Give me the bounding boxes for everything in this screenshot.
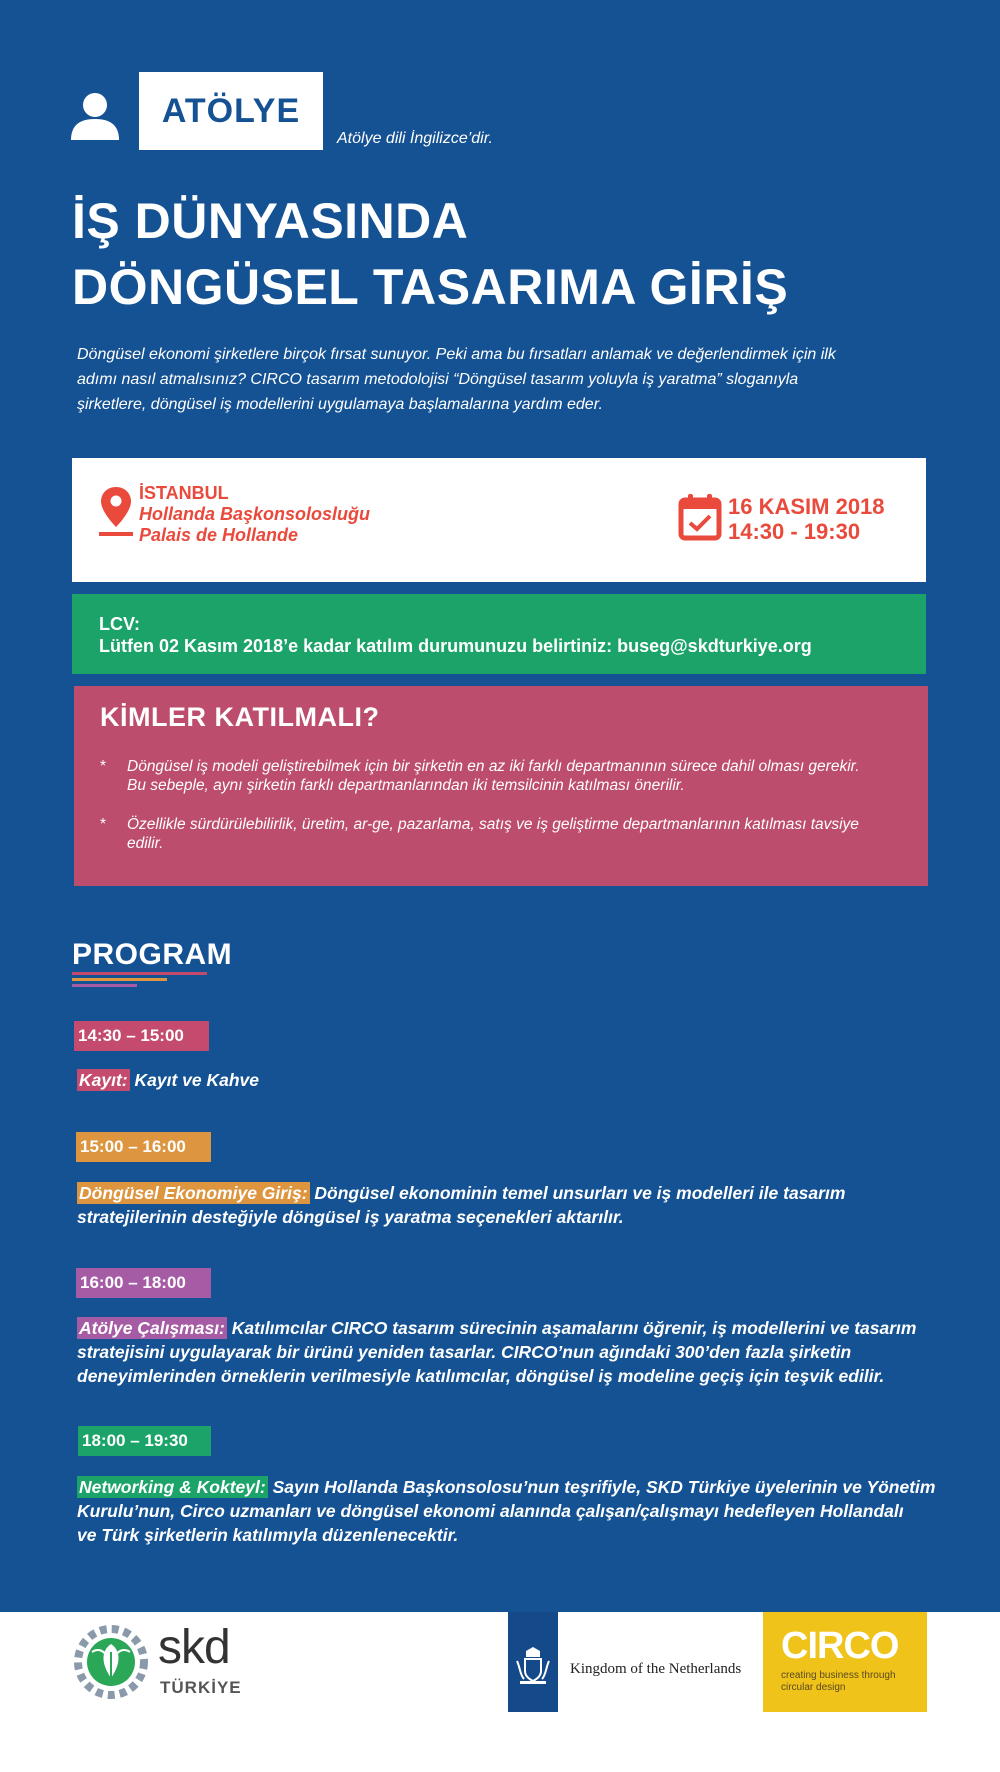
skd-logo-text: skd [158,1621,230,1674]
circo-tagline-line: circular design [781,1682,846,1693]
intro-line: adımı nasıl atmalısınız? CIRCO tasarım metodolojisi “Döngüsel tasarım yoluyla iş yaratma” sloganıyla [77,371,799,388]
bullet-star: * [100,816,107,833]
session-description [77,1316,977,1388]
location-building: Palais de Hollande [139,525,299,545]
session-time: 15:00 – 16:00 [76,1132,211,1162]
who-should-attend-title: KİMLER KATILMALI? [100,702,380,732]
bullet-line: Özellikle sürdürülebilirlik, üretim, ar-ge, pazarlama, satış ve iş geliştirme departmanlarının katılması tavsiye [127,816,859,833]
calendar-check-icon [678,493,722,541]
session-label: Kayıt: [79,1070,128,1090]
event-datetime [728,494,885,544]
rsvp-label: LCV: [99,614,141,634]
session-description [77,1068,977,1092]
session-text: Kurulu’nun, Circo uzmanları ve döngüsel ekonomi alanında çalışan/çalışmayı hedefleyen Hollandalı [77,1501,904,1521]
rsvp-card [72,594,926,674]
circo-logo-text: CIRCO [781,1625,899,1667]
event-location [139,483,370,546]
title-line-2: DÖNGÜSEL TASARIMA GİRİŞ [72,259,789,315]
session-time: 18:00 – 19:30 [78,1426,211,1456]
session-text: Döngüsel ekonominin temel unsurları ve iş modelleri ile tasarım [309,1183,846,1203]
program-title: PROGRAM [72,938,233,971]
intro-paragraph [77,342,897,417]
circo-tagline [781,1670,927,1694]
session-text: Kayıt ve Kahve [129,1070,259,1090]
session-text: stratejilerinin desteğiyle döngüsel iş yaratma seçenekleri aktarılır. [77,1207,624,1227]
location-pin-icon [99,485,133,537]
bullet-line: edilir. [127,835,164,852]
session-text: deneyimlerinden örneklerin verilmesiyle katılımcılar, döngüsel iş modeline geçiş için teşvik edilir. [77,1366,885,1386]
circo-logo [763,1612,927,1712]
title-line-1: İŞ DÜNYASINDA [72,193,469,249]
session-text: stratejisini uygulayarak bir ürünü yeniden tasarlar. CIRCO’nun ağındaki 300’den fazla şirketin [77,1342,852,1362]
program-underline [72,984,137,987]
person-icon [70,92,120,140]
event-time: 14:30 - 19:30 [728,519,861,544]
session-text: ve Türk şirketlerin katılımıyla düzenlenecektir. [77,1525,459,1545]
bullet-line: Döngüsel iş modeli geliştirebilmek için bir şirketin en az iki farklı departmanının sürece dahil olması gerekir. [127,758,860,775]
session-time: 14:30 – 15:00 [74,1021,209,1051]
location-venue: Hollanda Başkonsolosluğu [139,504,371,524]
session-time: 16:00 – 18:00 [76,1268,211,1298]
bullet-line: Bu sebeple, aynı şirketin farklı departmanlarından iki temsilcinin katılması önerilir. [127,777,685,794]
session-label: Atölye Çalışması: [79,1318,225,1338]
session-text: Katılımcılar CIRCO tasarım sürecinin aşamalarını öğrenir, iş modellerini ve tasarım [226,1318,917,1338]
intro-line: Döngüsel ekonomi şirketlere birçok fırsat sunuyor. Peki ama bu fırsatları anlamak ve değerlendirmek için ilk [77,346,836,363]
language-note: Atölye dili İngilizce’dir. [337,130,493,147]
list-item [100,815,920,853]
skd-country: TÜRKİYE [160,1678,242,1697]
event-date: 16 KASIM 2018 [728,494,885,519]
bullet-star: * [100,758,107,775]
session-text: Sayın Hollanda Başkonsolosu’nun teşrifiyle, SKD Türkiye üyelerinin ve Yönetim [267,1477,936,1497]
program-underline [72,972,207,975]
session-label: Networking & Kokteyl: [79,1477,266,1497]
session-label: Döngüsel Ekonomiye Giriş: [79,1183,308,1203]
session-description [77,1475,977,1547]
netherlands-text: Kingdom of the Netherlands [570,1661,742,1677]
program-underline [72,978,167,981]
rsvp-text: Lütfen 02 Kasım 2018’e kadar katılım durumunuzu belirtiniz: buseg@skdturkiye.org [99,636,812,656]
location-city: İSTANBUL [139,483,229,503]
intro-line: şirketlere, döngüsel iş modellerini uygulamaya başlamalarına yardım eder. [77,396,603,413]
list-item [100,757,920,795]
skd-gear-logo [72,1622,150,1700]
netherlands-crest-icon [512,1645,554,1685]
page-title [72,188,788,320]
circo-tagline-line: creating business through [781,1670,896,1681]
session-description [77,1181,977,1229]
workshop-badge: ATÖLYE [139,72,323,150]
